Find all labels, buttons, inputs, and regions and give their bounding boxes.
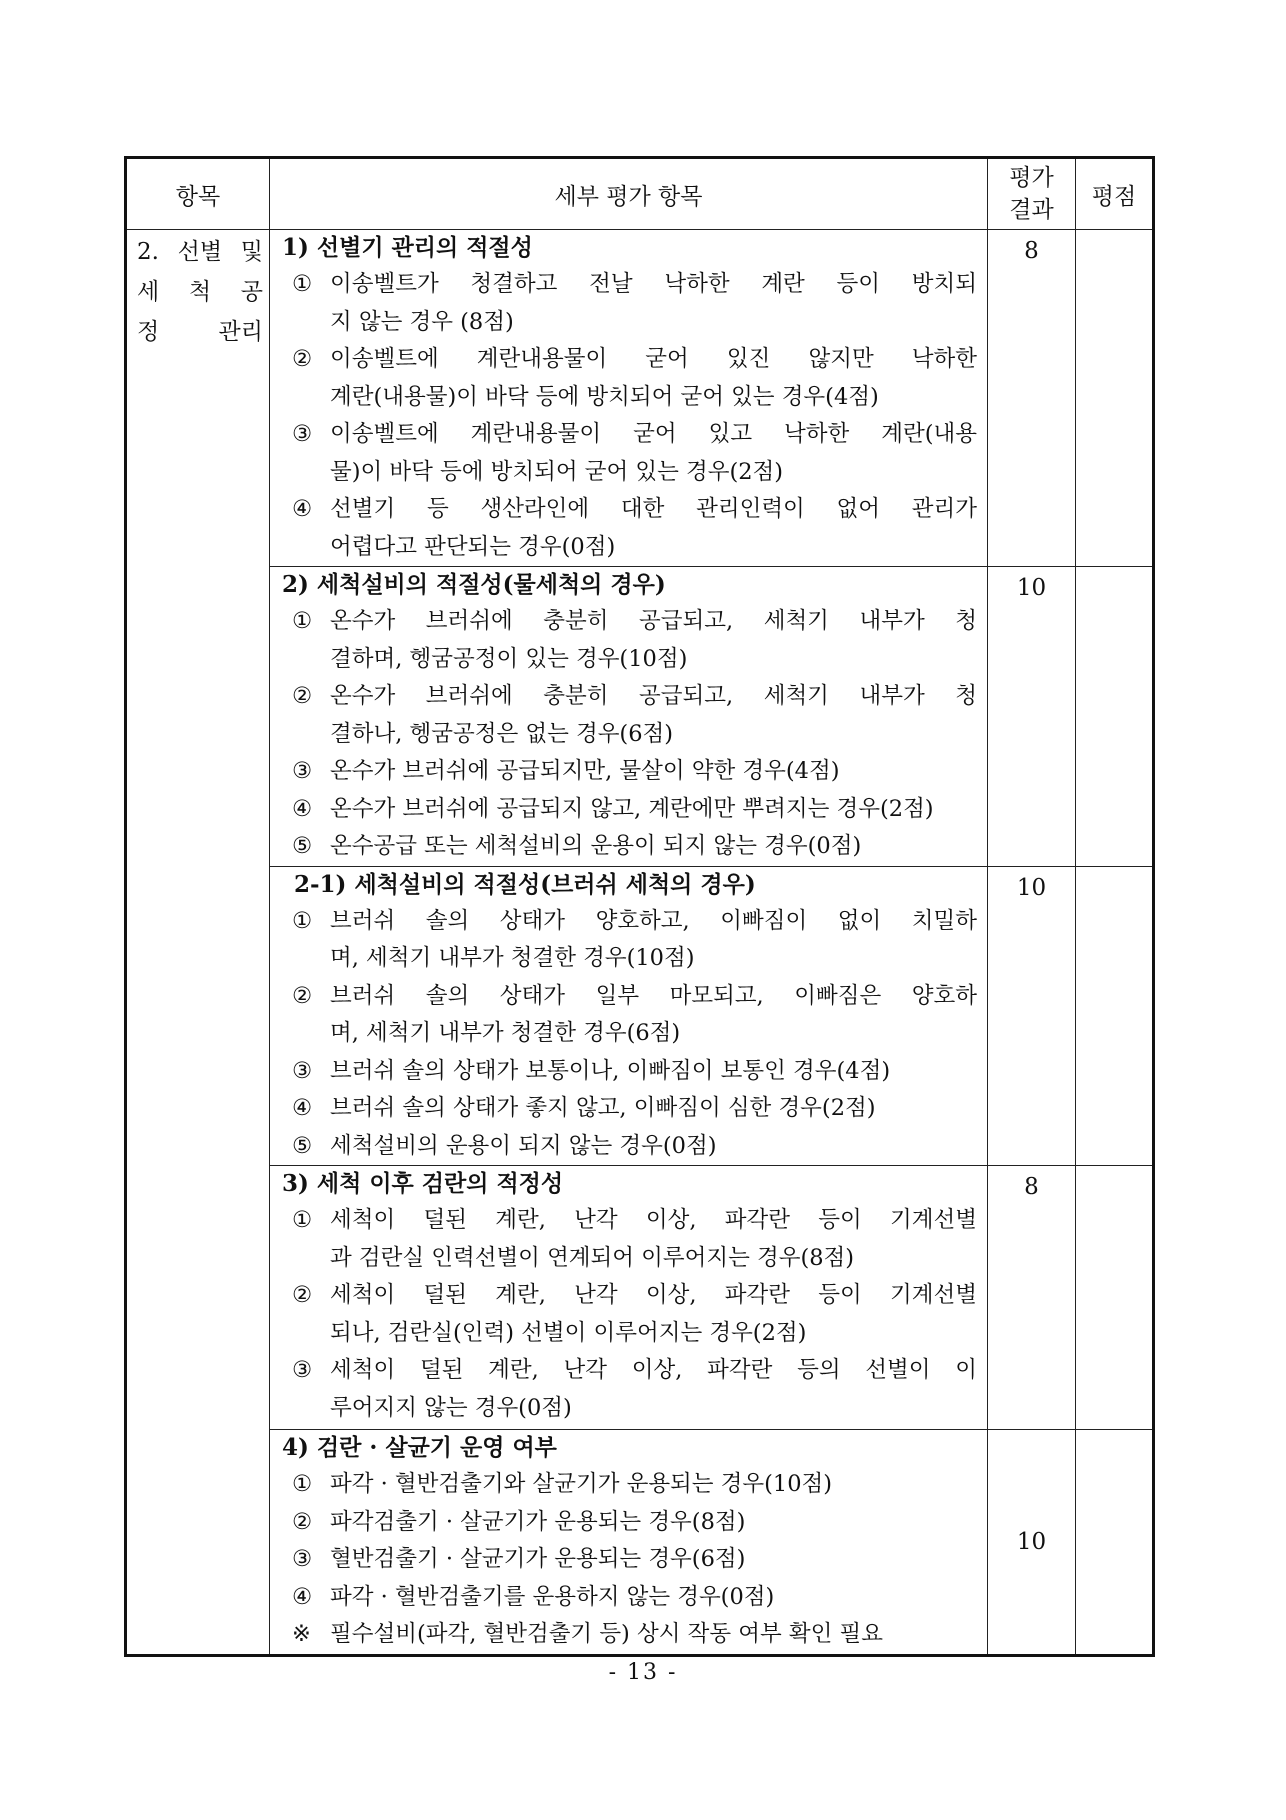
review-cell	[1076, 1166, 1154, 1430]
criterion-item	[282, 416, 977, 454]
criterion-number: ⑤	[292, 833, 313, 859]
criterion-item	[282, 678, 977, 716]
criterion-number: ③	[292, 1546, 313, 1572]
criterion-number: ③	[292, 1057, 313, 1084]
criterion-number: ②	[292, 982, 313, 1009]
criterion-text: 혈반검출기 · 살균기가 운용되는 경우(6점)	[330, 1546, 746, 1572]
criterion-text: 필수설비(파각, 혈반검출기 등) 상시 작동 여부 확인 필요	[330, 1621, 883, 1647]
criterion-item	[282, 978, 977, 1016]
criterion-text-continued: 과 검란실 인력선별이 연계되어 이루어지는 경우(8점)	[330, 1244, 855, 1271]
criterion-number: ④	[292, 795, 313, 822]
criterion-text-continued: 며, 세척기 내부가 청결한 경우(10점)	[330, 945, 695, 971]
item-category-cell	[126, 230, 270, 1656]
criterion-text-continued: 결하며, 헹굼공정이 있는 경우(10점)	[330, 645, 688, 672]
criterion-number: ⑤	[292, 1132, 313, 1159]
criterion-item	[282, 1128, 977, 1166]
criterion-number: ①	[292, 271, 313, 297]
item-category-line: 2. 선별 및	[137, 239, 263, 265]
criterion-item	[282, 1504, 977, 1542]
criterion-text-continued: 며, 세척기 내부가 청결한 경우(6점)	[330, 1020, 681, 1046]
detail-cell	[270, 1166, 988, 1430]
criterion-item	[282, 828, 977, 866]
criterion-text-continued: 계란(내용물)이 바닥 등에 방치되어 굳어 있는 경우(4점)	[330, 383, 879, 410]
criterion-text-continued: 루어지지 않는 경우(0점)	[330, 1394, 572, 1421]
criterion-number: ②	[292, 1282, 313, 1308]
table-body	[126, 230, 1154, 1656]
item-category-line: 정 관리	[137, 319, 263, 345]
criterion-item	[282, 903, 977, 941]
criterion-number: ④	[292, 1095, 313, 1121]
score-cell: 10	[988, 866, 1076, 1166]
criterion-item	[282, 266, 977, 304]
criterion-number: ②	[292, 346, 313, 372]
criterion-text: 선별기 등 생산라인에 대한 관리인력이 없어 관리가	[330, 496, 977, 522]
criterion-item	[282, 1352, 977, 1390]
criteria-list	[282, 903, 977, 1166]
section-title: 3) 세척 이후 검란의 적정성	[282, 1170, 564, 1197]
criterion-item	[282, 603, 977, 641]
criterion-item	[282, 491, 977, 529]
section-title: 1) 선별기 관리의 적절성	[282, 234, 533, 261]
criterion-number: ①	[292, 1471, 313, 1497]
detail-cell	[270, 1430, 988, 1656]
criteria-list	[282, 266, 977, 566]
criterion-text: 브러쉬 솔의 상태가 일부 마모되고, 이빠짐은 양호하	[330, 982, 977, 1009]
criterion-text: 브러쉬 솔의 상태가 좋지 않고, 이빠짐이 심한 경우(2점)	[330, 1095, 876, 1121]
criterion-text: 세척이 덜된 계란, 난각 이상, 파각란 등이 기계선별	[330, 1282, 977, 1308]
criterion-item	[282, 1202, 977, 1240]
criterion-item	[282, 341, 977, 379]
section-title: 2-1) 세척설비의 적절성(브러쉬 세척의 경우)	[294, 870, 756, 898]
criterion-text: 온수가 브러쉬에 충분히 공급되고, 세척기 내부가 청	[330, 608, 977, 634]
criterion-item	[282, 1541, 977, 1579]
score-cell: 10	[988, 1430, 1076, 1656]
criterion-text-continued: 물)이 바닥 등에 방치되어 굳어 있는 경우(2점)	[330, 458, 784, 485]
evaluation-table	[124, 156, 1155, 1657]
criterion-item	[282, 791, 977, 829]
header-result	[988, 158, 1076, 230]
criterion-text: 파각 · 혈반검출기와 살균기가 운용되는 경우(10점)	[330, 1471, 833, 1497]
review-cell	[1076, 1430, 1154, 1656]
criterion-item	[282, 1277, 977, 1315]
criterion-number: ④	[292, 1583, 313, 1610]
detail-cell	[270, 866, 988, 1166]
criterion-number: ③	[292, 758, 313, 784]
review-cell	[1076, 567, 1154, 867]
criterion-number: ①	[292, 608, 313, 634]
table-row	[126, 230, 1154, 567]
table-header-row	[126, 158, 1154, 230]
criterion-item	[282, 753, 977, 791]
criteria-list	[282, 603, 977, 866]
score-cell: 8	[988, 1166, 1076, 1430]
criterion-text: 이송벨트가 청결하고 전날 낙하한 계란 등이 방치되	[330, 271, 977, 297]
table-row	[126, 567, 1154, 867]
criterion-text: 온수가 브러쉬에 공급되지 않고, 계란에만 뿌려지는 경우(2점)	[330, 795, 934, 822]
criterion-number: ②	[292, 1508, 313, 1535]
criterion-text: 세척설비의 운용이 되지 않는 경우(0점)	[330, 1132, 717, 1159]
table-row	[126, 866, 1154, 1166]
criterion-text: 파각검출기 · 살균기가 운용되는 경우(8점)	[330, 1508, 746, 1535]
criteria-list	[282, 1202, 977, 1427]
section-title: 4) 검란 · 살균기 운영 여부	[282, 1434, 557, 1461]
criterion-item	[282, 1053, 977, 1091]
detail-cell	[270, 230, 988, 567]
criterion-text: 세척이 덜된 계란, 난각 이상, 파각란 등의 선별이 이	[330, 1357, 977, 1383]
review-cell	[1076, 866, 1154, 1166]
item-category-line: 세 척 공	[137, 279, 263, 305]
criterion-text: 온수공급 또는 세척설비의 운용이 되지 않는 경우(0점)	[330, 833, 862, 859]
criterion-number: ※	[292, 1621, 311, 1647]
criterion-item	[282, 1616, 977, 1654]
criterion-number: ①	[292, 907, 313, 934]
criterion-number: ③	[292, 1357, 313, 1383]
header-result-line1: 평가	[1009, 165, 1054, 191]
criterion-number: ④	[292, 496, 313, 522]
criteria-list	[282, 1466, 977, 1654]
score-cell: 8	[988, 230, 1076, 567]
criterion-text: 이송벨트에 계란내용물이 굳어 있고 낙하한 계란(내용	[330, 421, 977, 447]
criterion-text: 온수가 브러쉬에 공급되지만, 물살이 약한 경우(4점)	[330, 758, 840, 784]
review-cell	[1076, 230, 1154, 567]
criterion-item	[282, 1090, 977, 1128]
criterion-text: 온수가 브러쉬에 충분히 공급되고, 세척기 내부가 청	[330, 683, 977, 709]
section-title: 2) 세척설비의 적절성(물세척의 경우)	[282, 571, 666, 598]
criterion-text: 세척이 덜된 계란, 난각 이상, 파각란 등이 기계선별	[330, 1207, 977, 1233]
detail-cell	[270, 567, 988, 867]
criterion-text-continued: 되나, 검란실(인력) 선별이 이루어지는 경우(2점)	[330, 1319, 807, 1346]
table-row	[126, 1430, 1154, 1656]
score-cell: 10	[988, 567, 1076, 867]
table-row	[126, 1166, 1154, 1430]
criterion-number: ②	[292, 683, 313, 709]
criterion-text: 브러쉬 솔의 상태가 보통이나, 이빠짐이 보통인 경우(4점)	[330, 1057, 891, 1084]
criterion-text: 브러쉬 솔의 상태가 양호하고, 이빠짐이 없이 치밀하	[330, 907, 977, 934]
header-detail: 세부 평가 항목	[270, 158, 988, 230]
criterion-item	[282, 1466, 977, 1504]
criterion-number: ①	[292, 1207, 313, 1233]
page-number: - 13 -	[608, 1660, 678, 1685]
header-item: 항목	[126, 158, 270, 230]
header-review: 평점	[1076, 158, 1154, 230]
header-result-line2: 결과	[1009, 197, 1054, 223]
criterion-text-continued: 지 않는 경우 (8점)	[330, 308, 514, 335]
criterion-text-continued: 결하나, 헹굼공정은 없는 경우(6점)	[330, 720, 674, 747]
criterion-text-continued: 어렵다고 판단되는 경우(0점)	[330, 533, 616, 560]
criterion-number: ③	[292, 421, 313, 447]
criterion-text: 파각 · 혈반검출기를 운용하지 않는 경우(0점)	[330, 1583, 775, 1610]
criterion-text: 이송벨트에 계란내용물이 굳어 있진 않지만 낙하한	[330, 346, 977, 372]
criterion-item	[282, 1579, 977, 1617]
